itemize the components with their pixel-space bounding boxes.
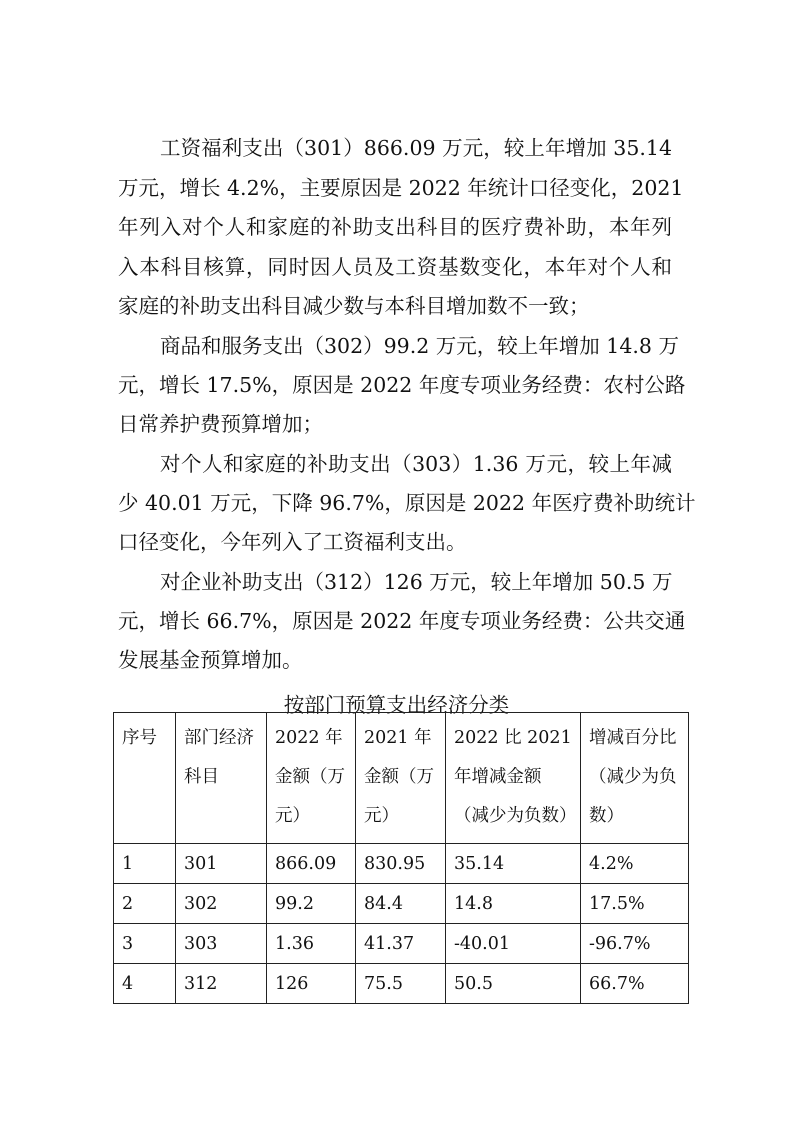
cell: 84.4 [356, 884, 446, 924]
text-line: 工资福利支出（301）866.09 万元，较上年增加 35.14 [160, 136, 672, 160]
text-line: 元，增长 17.5%，原因是 2022 年度专项业务经费：农村公路 [118, 373, 686, 397]
cell: 14.8 [446, 884, 581, 924]
cell: 126 [267, 964, 356, 1004]
text-line: 年列入对个人和家庭的补助支出科目的医疗费补助，本年列 [118, 215, 672, 239]
text-line: 少 40.01 万元，下降 96.7%，原因是 2022 年医疗费补助统计 [118, 491, 696, 515]
cell: 66.7% [581, 964, 689, 1004]
cell: 17.5% [581, 884, 689, 924]
cell: 866.09 [267, 844, 356, 884]
text-line: 万元，增长 4.2%，主要原因是 2022 年统计口径变化，2021 [118, 176, 684, 200]
cell: -96.7% [581, 924, 689, 964]
header-cell: 增减百分比（减少为负数） [581, 713, 689, 844]
expenditure-table [113, 712, 689, 1004]
table-row [114, 844, 689, 884]
cell: -40.01 [446, 924, 581, 964]
cell: 2 [114, 884, 176, 924]
cell: 3 [114, 924, 176, 964]
cell: 1.36 [267, 924, 356, 964]
text-line: 商品和服务支出（302）99.2 万元，较上年增加 14.8 万 [160, 334, 679, 358]
table-row [114, 964, 689, 1004]
cell: 75.5 [356, 964, 446, 1004]
cell: 35.14 [446, 844, 581, 884]
cell: 312 [176, 964, 267, 1004]
table-row [114, 884, 689, 924]
header-cell: 序号 [114, 713, 176, 844]
cell: 50.5 [446, 964, 581, 1004]
cell: 830.95 [356, 844, 446, 884]
table-header-row [114, 713, 689, 844]
table-row [114, 924, 689, 964]
table-title: 按部门预算支出经济分类 [283, 693, 510, 717]
cell: 301 [176, 844, 267, 884]
cell: 99.2 [267, 884, 356, 924]
header-cell: 2022 年金额（万元） [267, 713, 356, 844]
text-line: 元，增长 66.7%，原因是 2022 年度专项业务经费：公共交通 [118, 609, 686, 633]
text-line: 日常养护费预算增加； [118, 412, 323, 436]
text-line: 入本科目核算，同时因人员及工资基数变化，本年对个人和 [118, 255, 672, 279]
header-cell: 部门经济科目 [176, 713, 267, 844]
cell: 303 [176, 924, 267, 964]
cell: 41.37 [356, 924, 446, 964]
cell: 4.2% [581, 844, 689, 884]
text-line: 口径变化，今年列入了工资福利支出。 [118, 530, 467, 554]
cell: 4 [114, 964, 176, 1004]
text-line: 对企业补助支出（312）126 万元，较上年增加 50.5 万 [160, 570, 673, 594]
cell: 302 [176, 884, 267, 924]
header-cell: 2021 年金额（万元） [356, 713, 446, 844]
text-line: 对个人和家庭的补助支出（303）1.36 万元，较上年减 [160, 452, 672, 476]
text-line: 家庭的补助支出科目减少数与本科目增加数不一致； [118, 294, 590, 318]
text-line: 发展基金预算增加。 [118, 648, 303, 672]
header-cell: 2022 比 2021 年增减金额（减少为负数） [446, 713, 581, 844]
cell: 1 [114, 844, 176, 884]
